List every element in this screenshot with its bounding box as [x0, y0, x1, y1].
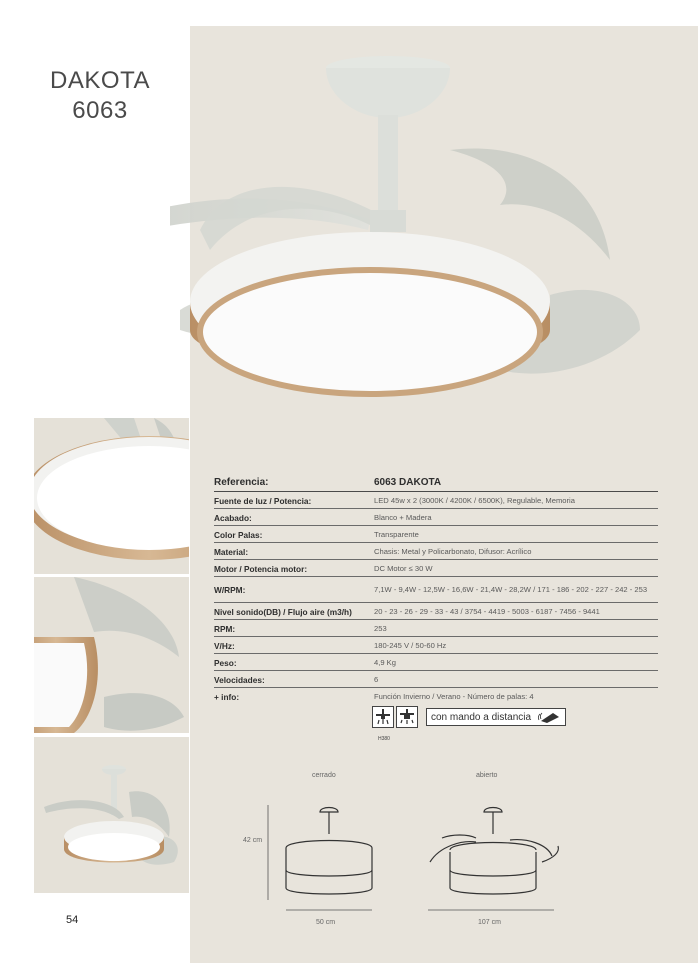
- product-code: 6063: [72, 97, 128, 124]
- spec-value: 6063 DAKOTA: [374, 476, 442, 488]
- spec-value: 7,1W - 9,4W - 12,5W - 16,6W - 21,4W - 28,2W / 171 - 186 - 202 - 227 - 242 - 253: [374, 585, 648, 594]
- spec-value: 20 - 23 - 26 - 29 - 33 - 43 / 3754 - 4419 - 5003 - 6187 - 7456 - 9441: [374, 606, 600, 616]
- closed-width-label: 50 cm: [316, 919, 336, 926]
- ceiling-fan-light-icon: [396, 706, 418, 728]
- spec-row: [214, 654, 658, 671]
- spec-row: [214, 671, 658, 688]
- dimension-drawings: [262, 800, 562, 915]
- spec-label: RPM:: [214, 623, 236, 634]
- spec-label: W/RPM:: [214, 585, 246, 595]
- thumbnail-closeup-diffuser: [34, 418, 189, 574]
- spec-row: [214, 620, 658, 637]
- spec-row: [214, 603, 658, 620]
- spec-label: Fuente de luz / Potencia:: [214, 495, 312, 506]
- spec-value: Transparente: [374, 529, 419, 539]
- spec-value: Chasis: Metal y Policarbonato, Difusor: Acrílico: [374, 546, 532, 556]
- spec-value: 4,9 Kg: [374, 657, 396, 667]
- thumbnail-full-fan: [34, 737, 189, 893]
- spec-row: [214, 543, 658, 560]
- closed-fan-drawing: [286, 808, 372, 895]
- spec-row-reference: [214, 474, 658, 492]
- spec-label: Motor / Potencia motor:: [214, 563, 308, 574]
- feature-icons: [372, 706, 566, 728]
- spec-row: [214, 577, 658, 603]
- spec-value: LED 45w x 2 (3000K / 4200K / 6500K), Regulable, Memoria: [374, 495, 575, 505]
- spec-label: Material:: [214, 546, 249, 557]
- spec-row: [214, 560, 658, 577]
- spec-label: V/Hz:: [214, 640, 235, 651]
- open-width-label: 107 cm: [478, 919, 501, 926]
- spec-value: Blanco + Madera: [374, 512, 432, 522]
- height-label: 42 cm: [243, 837, 263, 844]
- open-fan-drawing: [430, 808, 558, 895]
- icon-code: H380: [378, 736, 390, 742]
- spec-label: Peso:: [214, 657, 237, 668]
- ceiling-fan-icon: [372, 706, 394, 728]
- product-title: [40, 66, 160, 126]
- spec-label: Nivel sonido(DB) / Flujo aire (m3/h): [214, 606, 352, 617]
- remote-control-badge: [426, 708, 566, 726]
- spec-row: [214, 688, 658, 704]
- remote-control-icon: [537, 711, 561, 723]
- page-number: 54: [66, 914, 79, 926]
- open-label: abierto: [476, 772, 498, 779]
- spec-label: Acabado:: [214, 512, 252, 523]
- spec-value: 253: [374, 623, 387, 633]
- spec-value: Función Invierno / Verano - Número de palas: 4: [374, 691, 534, 701]
- spec-value: DC Motor ≤ 30 W: [374, 563, 433, 573]
- spec-value: 180-245 V / 50-60 Hz: [374, 640, 447, 650]
- thumbnail-blades-detail: [34, 577, 189, 733]
- spec-label: Velocidades:: [214, 674, 265, 685]
- closed-label: cerrado: [312, 772, 336, 779]
- remote-label: con mando a distancia: [431, 711, 532, 723]
- spec-label: Color Palas:: [214, 529, 263, 540]
- spec-row: [214, 637, 658, 654]
- hero-fan-image: [170, 40, 698, 440]
- product-name: DAKOTA: [50, 67, 150, 94]
- spec-row: [214, 509, 658, 526]
- spec-label: + info:: [214, 691, 240, 702]
- spec-value: 6: [374, 674, 379, 684]
- spec-label: Referencia:: [214, 477, 269, 488]
- spec-row: [214, 526, 658, 543]
- spec-row: [214, 492, 658, 509]
- specs-table: [214, 474, 658, 704]
